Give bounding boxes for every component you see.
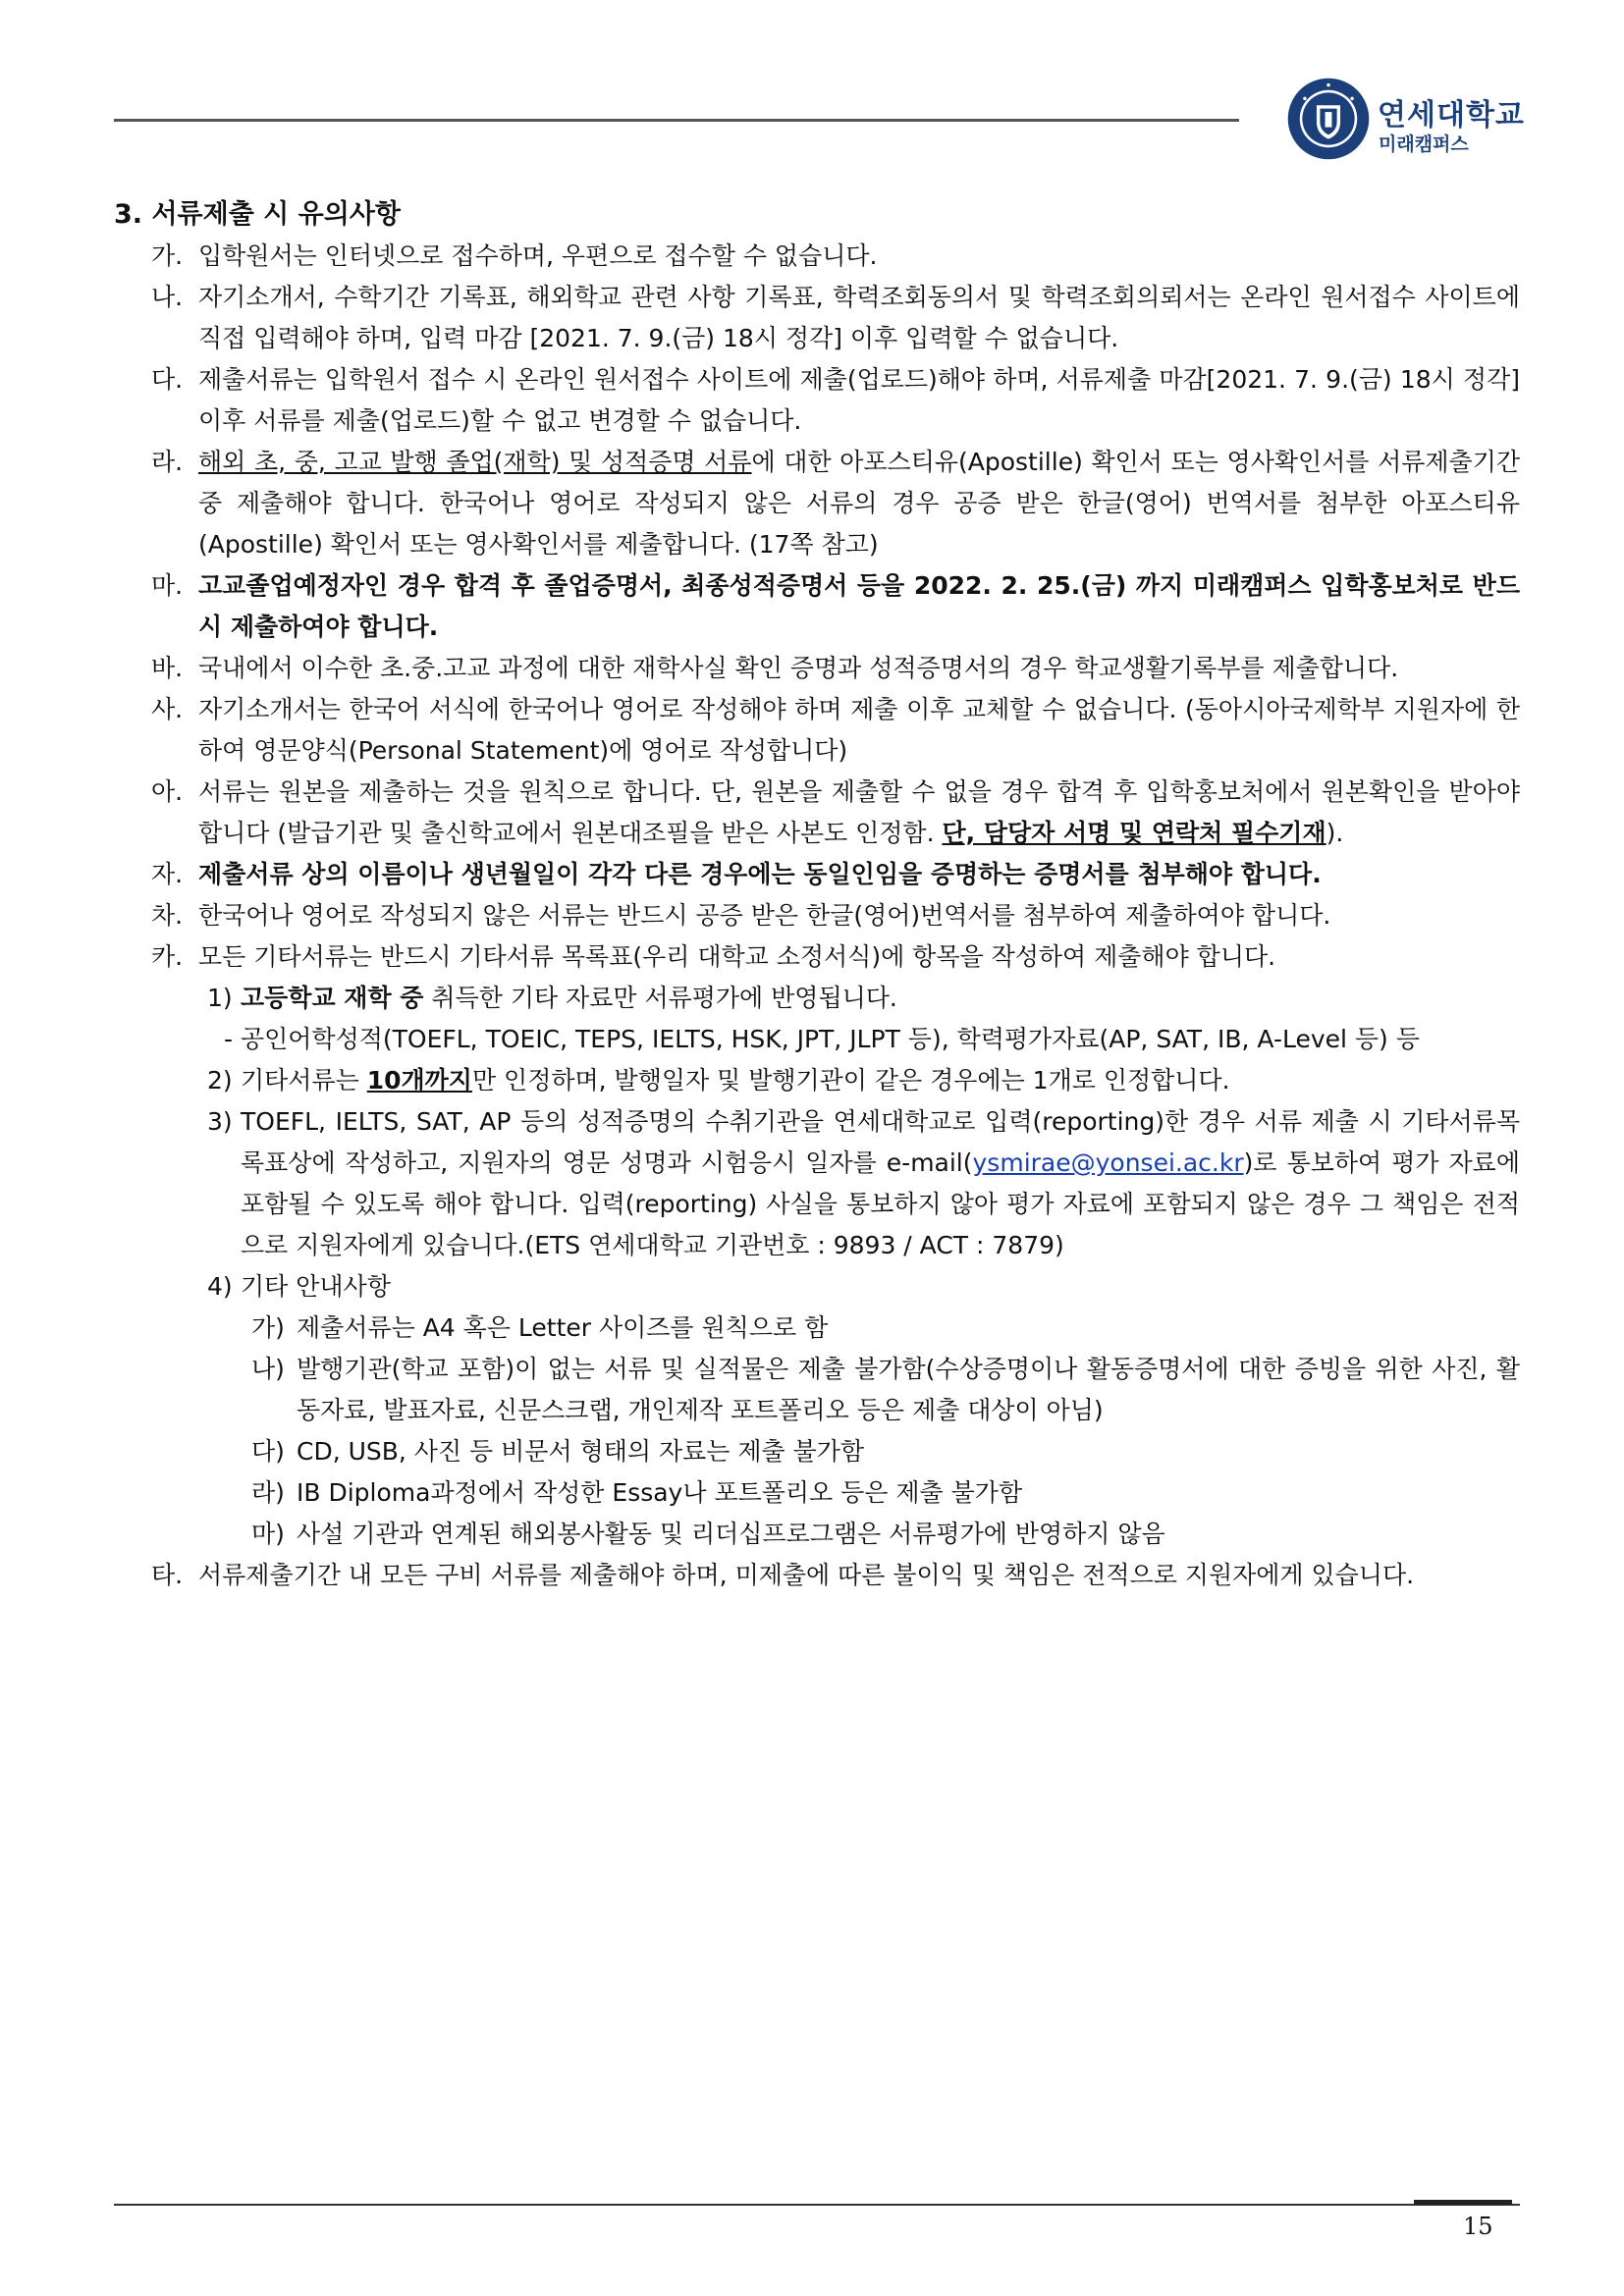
university-name: 연세대학교	[1378, 98, 1525, 133]
sub-item: 1) 고등학교 재학 중 취득한 기타 자료만 서류평가에 반영됩니다.	[207, 984, 897, 1012]
list-item: 라. 해외 초, 중, 고교 발행 졸업(재학) 및 성적증명 서류에 대한 아포스티유(Apostille) 확인서 또는 영사확인서를 서류제출기간 중 제출해야 합니다. 한국어나 영어로 작성되지 않은 서류의 경우 공증 받은 한글(영어) 번역서를 첨부한 아포스티유(Apostille) 확인서 또는 영사확인서를 제출합니다. (17쪽 참고)	[151, 448, 1520, 559]
header-rule	[114, 119, 1239, 122]
list-item: 가. 입학원서는 인터넷으로 접수하며, 우편으로 접수할 수 없습니다.	[151, 241, 878, 270]
list-item: 자. 제출서류 상의 이름이나 생년월일이 각각 다른 경우에는 동일인임을 증명하는 증명서를 첨부해야 합니다.	[151, 860, 1322, 888]
section-title: 3. 서류제출 시 유의사항	[114, 199, 401, 230]
notice-list	[0, 236, 1624, 1596]
sub-item: 4) 기타 안내사항	[207, 1272, 391, 1301]
sub-item: 3) TOEFL, IELTS, SAT, AP 등의 성적증명의 수취기관을 연세대학교로 입력(reporting)한 경우 서류 제출 시 기타서류목록표상에 작성하고, 지원자의 영문 성명과 시험응시 일자를 e-mail(ysmirae@yonsei.ac.kr)로 통보하여 평가 자료에 포함될 수 있도록 해야 합니다. 입력(reporting) 사실을 통보하지 않아 평가 자료에 포함되지 않은 경우 그 책임은 전적으로 지원자에게 있습니다.(ETS 연세대학교 기관번호 : 9893 / ACT : 7879)	[207, 1107, 1520, 1259]
sub-sub-item: 가) 제출서류는 A4 혹은 Letter 사이즈를 원칙으로 함	[251, 1313, 829, 1342]
list-item: 타. 서류제출기간 내 모든 구비 서류를 제출해야 하며, 미제출에 따른 불이익 및 책임은 전적으로 지원자에게 있습니다.	[151, 1561, 1415, 1589]
footer-accent-bar	[1414, 2200, 1512, 2205]
sub-item: 2) 기타서류는 10개까지만 인정하며, 발행일자 및 발행기관이 같은 경우에는 1개로 인정합니다.	[207, 1066, 1230, 1095]
campus-name: 미래캠퍼스	[1379, 133, 1469, 155]
list-item: 아. 서류는 원본을 제출하는 것을 원칙으로 합니다. 단, 원본을 제출할 수 없을 경우 합격 후 입학홍보처에서 원본확인을 받아야 합니다 (발급기관 및 출신학교에서 원본대조필을 받은 사본도 인정함. 단, 담당자 서명 및 연락처 필수기재).	[151, 777, 1520, 847]
list-item: 다. 제출서류는 입학원서 접수 시 온라인 원서접수 사이트에 제출(업로드)해야 하며, 서류제출 마감[2021. 7. 9.(금) 18시 정각] 이후 서류를 제출(업로드)할 수 없고 변경할 수 없습니다.	[151, 365, 1520, 435]
sub-sub-item: 라) IB Diploma과정에서 작성한 Essay나 포트폴리오 등은 제출 불가함	[251, 1478, 1023, 1507]
email-link[interactable]: ysmirae@yonsei.ac.kr	[972, 1148, 1244, 1177]
sub-sub-item: 다) CD, USB, 사진 등 비문서 형태의 자료는 제출 불가함	[251, 1437, 865, 1466]
sub-sub-item: 나) 발행기관(학교 포함)이 없는 서류 및 실적물은 제출 불가함(수상증명이나 활동증명서에 대한 증빙을 위한 사진, 활동자료, 발표자료, 신문스크랩, 개인제작 포트폴리오 등은 제출 대상이 아님)	[251, 1355, 1520, 1424]
list-item: 바. 국내에서 이수한 초.중.고교 과정에 대한 재학사실 확인 증명과 성적증명서의 경우 학교생활기록부를 제출합니다.	[151, 654, 1399, 682]
list-item: 차. 한국어나 영어로 작성되지 않은 서류는 반드시 공증 받은 한글(영어)번역서를 첨부하여 제출하여야 합니다.	[151, 901, 1331, 930]
sub-sub-item: 마) 사설 기관과 연계된 해외봉사활동 및 리더십프로그램은 서류평가에 반영하지 않음	[251, 1520, 1165, 1548]
page-number: 15	[1463, 2213, 1493, 2240]
sub-item-detail: - 공인어학성적(TOEFL, TOEIC, TEPS, IELTS, HSK, JPT, JLPT 등), 학력평가자료(AP, SAT, IB, A-Level 등) 등	[224, 1025, 1420, 1053]
university-seal-icon	[1286, 77, 1371, 161]
list-item: 나. 자기소개서, 수학기간 기록표, 해외학교 관련 사항 기록표, 학력조회동의서 및 학력조회의뢰서는 온라인 원서접수 사이트에 직접 입력해야 하며, 입력 마감 [2021. 7. 9.(금) 18시 정각] 이후 입력할 수 없습니다.	[151, 283, 1520, 352]
footer-rule	[114, 2204, 1520, 2206]
list-item: 카. 모든 기타서류는 반드시 기타서류 목록표(우리 대학교 소정서식)에 항목을 작성하여 제출해야 합니다.	[151, 942, 1276, 971]
list-item: 마. 고교졸업예정자인 경우 합격 후 졸업증명서, 최종성적증명서 등을 2022. 2. 25.(금) 까지 미래캠퍼스 입학홍보처로 반드시 제출하여야 합니다.	[151, 571, 1520, 641]
list-item: 사. 자기소개서는 한국어 서식에 한국어나 영어로 작성해야 하며 제출 이후 교체할 수 없습니다. (동아시아국제학부 지원자에 한하여 영문양식(Personal Statement)에 영어로 작성합니다)	[151, 695, 1520, 765]
